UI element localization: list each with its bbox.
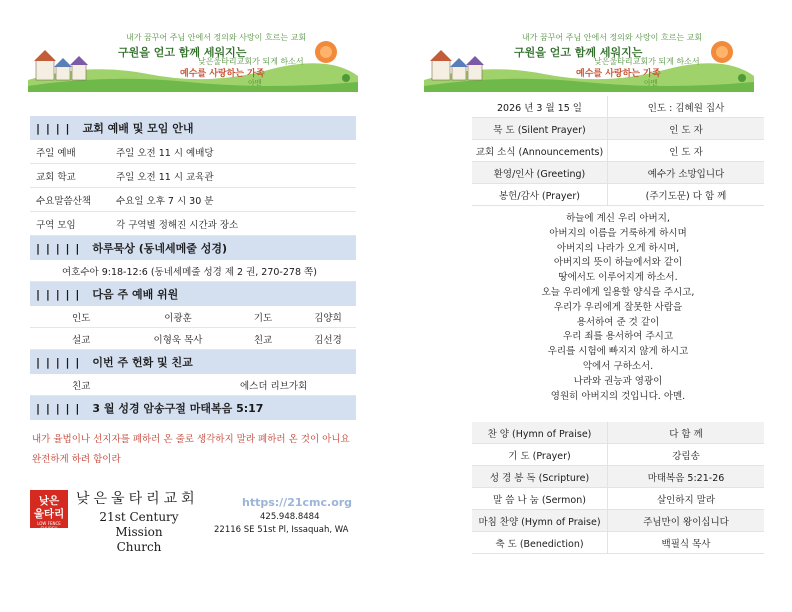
role-label: 기도 [253, 312, 273, 324]
order-leader: 마태복음 5:21-26 [647, 472, 725, 484]
banner-line1: 내가 꿈꾸어 주님 안에서 정의와 사랑이 흐르는 교회 [126, 33, 307, 42]
prayer-line: 오늘 우리에게 일용할 양식을 주시고, [541, 286, 695, 298]
row-key: 주일 예배 [36, 147, 76, 159]
banner-line5: 아멘 [644, 79, 658, 87]
church-en-line2: Church [116, 540, 162, 554]
role-person: 김선경 [314, 334, 342, 346]
role-label: 인도 [72, 312, 91, 324]
next-week-row [30, 328, 356, 350]
role-label: 친교 [253, 334, 273, 346]
row-key: 구역 모임 [36, 219, 76, 231]
section-title: 3 월 성경 암송구절 마태복음 5:17 [92, 402, 264, 415]
prayer-line: 아버지의 이름을 거룩하게 하시며 [549, 227, 687, 239]
left-column [30, 116, 356, 470]
order-leader: 인도 : 김혜원 집사 [647, 102, 725, 114]
prayer-line: 아버지의 뜻이 하늘에서와 같이 [553, 257, 683, 269]
banner-right [424, 30, 754, 92]
church-website-link[interactable]: https://21cmc.org [242, 496, 353, 509]
role-person: 김양희 [314, 312, 342, 324]
order-row [472, 184, 764, 206]
role-person: 이형욱 목사 [153, 334, 203, 346]
row-value: 각 구역별 정해진 시간과 장소 [116, 219, 239, 231]
banner-line4: 예수를 사랑하는 가족 [576, 69, 661, 79]
order-item: 말 씀 나 눔 (Sermon) [472, 488, 608, 509]
section-title: 교회 예배 및 모임 안내 [82, 122, 194, 135]
prayer-line: 악에서 구하소서. [582, 360, 654, 372]
church-en-line1: 21st Century Mission [99, 510, 179, 539]
order-leader: 강림송 [672, 450, 700, 462]
order-item: 2026 년 3 월 15 일 [472, 96, 608, 117]
section-bars: | | | | | [36, 241, 81, 255]
order-item: 기 도 (Prayer) [472, 444, 608, 465]
row-value: 주일 오전 11 시 교육관 [116, 171, 214, 183]
role-person: 이광훈 [164, 312, 192, 324]
prayer-line: 땅에서도 이루어지게 하소서. [558, 272, 678, 284]
order-of-worship-top [472, 96, 764, 206]
role-label: 친교 [72, 380, 91, 392]
section-worship-info [30, 116, 356, 140]
section-bars: | | | | | [36, 355, 81, 369]
banner-line4: 예수를 사랑하는 가족 [180, 69, 265, 79]
banner-line2: 구원을 얻고 함께 세워지는 [514, 46, 643, 59]
section-next-week [30, 282, 356, 306]
banner-line5: 아멘 [248, 79, 262, 87]
prayer-line: 우리가 우리에게 잘못한 사람을 [553, 301, 683, 313]
section-bars: | | | | [36, 121, 71, 135]
order-item: 마침 찬양 (Hymn of Praise) [472, 510, 608, 531]
order-item: 묵 도 (Silent Prayer) [472, 118, 608, 139]
section-bars: | | | | | [36, 401, 81, 415]
section-title: 이번 주 헌화 및 친교 [92, 356, 193, 369]
church-name-korean: 낮은울타리교회 [76, 491, 199, 507]
order-row [472, 488, 764, 510]
church-name-english [76, 510, 202, 555]
order-row [472, 466, 764, 488]
prayer-line: 우리 죄를 용서하여 주시고 [562, 331, 673, 343]
order-row [472, 118, 764, 140]
order-item: 환영/인사 (Greeting) [472, 162, 608, 183]
worship-row [30, 212, 356, 236]
section-memory-verse [30, 396, 356, 420]
order-row [472, 140, 764, 162]
order-item: 찬 양 (Hymn of Praise) [472, 422, 608, 443]
order-item: 교회 소식 (Announcements) [472, 140, 608, 161]
prayer-line: 영원히 아버지의 것입니다. 아멘. [550, 390, 686, 402]
lords-prayer [472, 212, 764, 404]
section-devotion [30, 236, 356, 260]
order-row [472, 532, 764, 554]
order-item: 봉헌/감사 (Prayer) [472, 184, 608, 205]
logo-line2: 울타리 [33, 508, 65, 520]
prayer-line: 용서하여 준 것 같이 [576, 316, 660, 328]
next-week-row [30, 306, 356, 328]
worship-row [30, 140, 356, 164]
order-leader: 인 도 자 [669, 146, 703, 158]
order-leader: 살인하지 말라 [656, 494, 716, 506]
prayer-line: 우리를 시험에 빠지지 않게 하시고 [547, 346, 689, 358]
row-value: 주일 오전 11 시 예배당 [116, 147, 214, 159]
worship-row [30, 164, 356, 188]
role-label: 설교 [72, 334, 91, 346]
row-key: 교회 학교 [36, 171, 76, 183]
order-of-worship-bottom [472, 422, 764, 554]
banner-line3: 낮은울타리교회가 되게 하소서 [198, 57, 304, 66]
section-bars: | | | | | [36, 287, 81, 301]
prayer-line: 하늘에 계신 우리 아버지, [566, 213, 670, 224]
order-leader: 인 도 자 [669, 124, 703, 136]
order-leader: 백필식 목사 [661, 538, 711, 550]
role-group: 에스더 리브가회 [240, 380, 308, 392]
banner-line2: 구원을 얻고 함께 세워지는 [118, 46, 247, 59]
order-leader: 주님만이 왕이십니다 [643, 516, 729, 528]
order-leader: (주기도문) 다 함 께 [645, 190, 727, 202]
banner-line3: 낮은울타리교회가 되게 하소서 [594, 57, 700, 66]
banner-line1: 내가 꿈꾸어 주님 안에서 정의와 사랑이 흐르는 교회 [522, 33, 703, 42]
church-address: 22116 SE 51st Pl, Issaquah, WA [214, 525, 349, 535]
order-row [472, 162, 764, 184]
church-phone: 425.948.8484 [260, 512, 320, 522]
order-item: 축 도 (Benediction) [472, 532, 608, 553]
logo-line1: 낮은 [38, 495, 60, 507]
row-key: 수요말씀산책 [36, 195, 92, 207]
order-leader: 예수가 소망입니다 [647, 168, 725, 180]
section-fellowship [30, 350, 356, 374]
order-leader: 다 함 께 [669, 428, 703, 440]
church-logo [30, 490, 68, 531]
section-title: 다음 주 예배 위원 [92, 288, 179, 301]
banner-left [28, 30, 358, 92]
worship-row [30, 188, 356, 212]
row-value: 수요일 오후 7 시 30 분 [116, 195, 214, 207]
order-row [472, 422, 764, 444]
devotion-text: 여호수아 9:18-12:6 (동네세메줄 성경 제 2 권, 270-278 쪽) [30, 260, 356, 282]
order-item: 성 경 봉 독 (Scripture) [472, 466, 608, 487]
prayer-line: 아버지의 나라가 오게 하시며, [556, 242, 680, 254]
order-row [472, 444, 764, 466]
memory-verse-text: 내가 율법이나 선지자를 폐하러 온 줄로 생각하지 말라 폐하러 온 것이 아니요 완전하게 하려 함이라 [32, 434, 350, 465]
order-row [472, 510, 764, 532]
section-title: 하루묵상 (동네세메줄 성경) [92, 242, 228, 255]
logo-small: LOW FENCE CHURCH [37, 521, 61, 531]
order-row [472, 96, 764, 118]
prayer-line: 나라와 권능과 영광이 [573, 375, 663, 387]
fellowship-row [30, 374, 356, 396]
